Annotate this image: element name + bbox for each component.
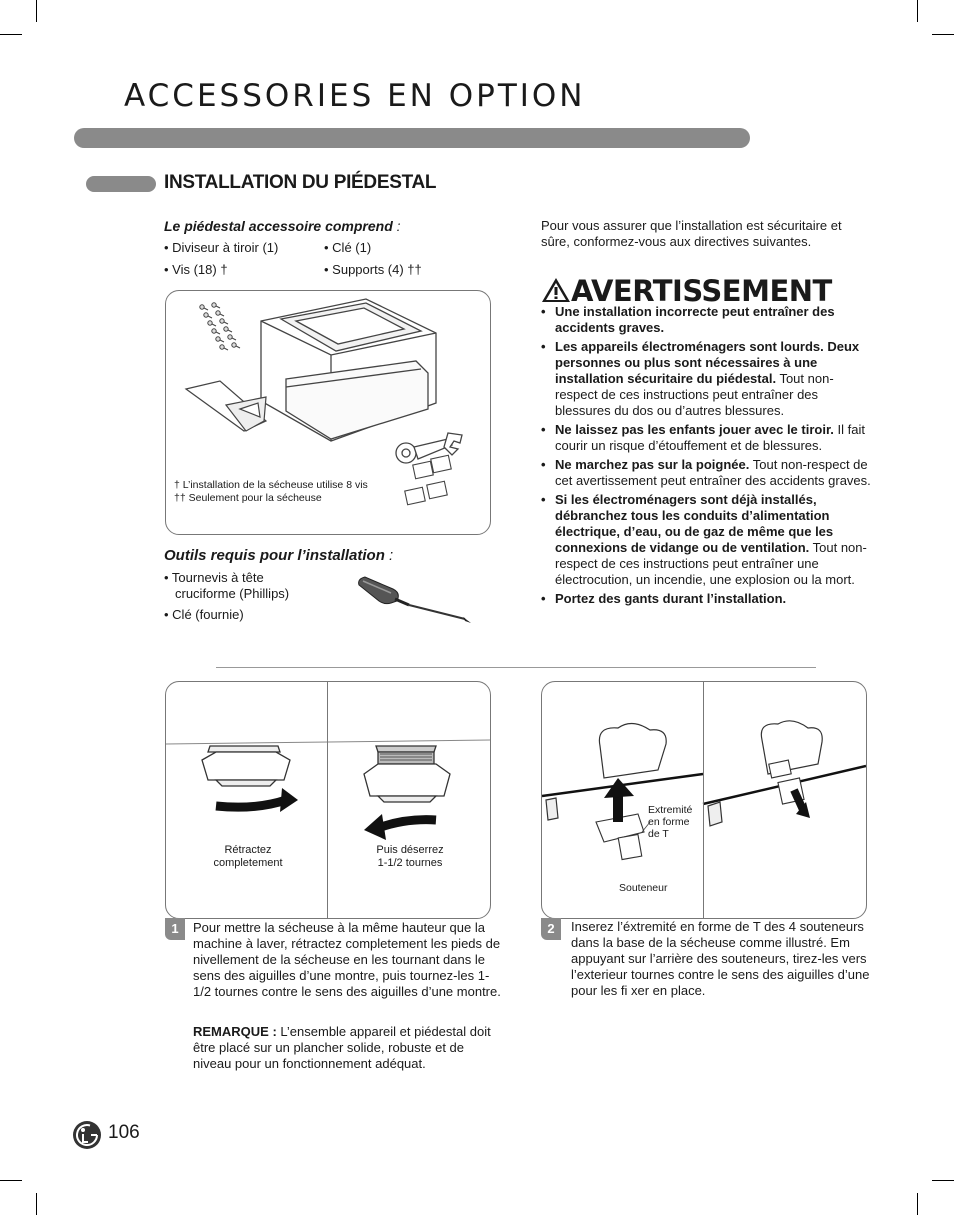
kit-note-screws: † L’installation de la sécheuse utilise 8 vis	[174, 479, 368, 491]
warning-item: • Les appareils électroménagers sont lourds. Deux personnes ou plus sont nécessaires à une installation sécuritaire du piédestal. Tout non-respect de ces instructions peut entraîner des blessures du dos ou d’autres blessures.	[541, 339, 871, 419]
warning-list	[541, 304, 871, 610]
warning-title: AVERTISSEMENT	[541, 274, 832, 308]
crop-mark	[36, 0, 37, 22]
step1-text: Pour mettre la sécheuse à la même hauteur que la machine à laver, rétractez completement les pieds de nivellement de la sécheuse en les tournant dans le sens des aiguilles d’une montre, puis tournez-les 1-1/2 tournes contre le sens des aiguilles d’une montre.	[193, 920, 501, 999]
warning-item: • Ne marchez pas sur la poignée. Tout non-respect de cet avertissement peut entraîner des accidents graves.	[541, 457, 871, 489]
clockwise-arrow-icon	[216, 800, 286, 807]
tool-item-wrench: • Clé (fournie)	[164, 607, 244, 622]
tools-heading: Outils requis pour l’installation :	[164, 547, 394, 564]
caption-loosen: Puis déserrez 1-1/2 tournes	[376, 844, 444, 869]
panel-divider	[703, 682, 704, 918]
warning-item: • Une installation incorrecte peut entraîner des accidents graves.	[541, 304, 871, 336]
label-support: Souteneur	[619, 882, 668, 894]
counterclockwise-arrow-icon	[378, 820, 436, 828]
step2-illustration	[541, 681, 867, 919]
step1-illustration	[165, 681, 491, 919]
leveling-foot-icon	[202, 746, 290, 786]
kit-item: • Diviseur à tiroir (1)	[164, 240, 279, 255]
step1-number: 1	[165, 918, 185, 940]
step2-text: Inserez l’éxtremité en forme de T des 4 souteneurs dans la base de la sécheuse comme illustré. Em appuyant sur l’arrière des souteneurs, tirez-les vers l’exterieur tournes contre le sens des aiguilles d’une pour les fi xer en place.	[571, 919, 870, 998]
kit-heading: Le piédestal accessoire comprend :	[164, 218, 401, 234]
page-title: ACCESSORIES EN OPTION	[124, 78, 586, 114]
drawer-divider-icon	[186, 381, 266, 431]
lg-logo-icon	[72, 1120, 102, 1150]
step1-remark: REMARQUE : L’ensemble appareil et piédestal doit être placé sur un plancher solide, robuste et de niveau pour un fonctionnement adéquat.	[193, 1024, 491, 1071]
crop-mark	[932, 1180, 954, 1181]
intro-text: Pour vous assurer que l’installation est sécuritaire et sûre, conformez-vous aux directives suivantes.	[541, 218, 842, 249]
step2-number: 2	[541, 918, 561, 940]
warning-item: • Ne laissez pas les enfants jouer avec le tiroir. Il fait courir un risque d’étouffement et de blessures.	[541, 422, 871, 454]
crop-mark	[932, 34, 954, 35]
tool-item-screwdriver-detail: cruciforme (Phillips)	[175, 586, 290, 601]
kit-item: • Vis (18) †	[164, 262, 228, 277]
kit-item: • Clé (1)	[324, 240, 372, 255]
pedestal-icon	[261, 299, 436, 441]
crop-mark	[917, 1193, 918, 1215]
divider	[216, 667, 816, 668]
crop-mark	[36, 1193, 37, 1215]
warning-item: • Portez des gants durant l’installation.	[541, 591, 871, 607]
kit-illustration	[165, 290, 491, 535]
tool-item-screwdriver: • Tournevis à tête	[164, 570, 264, 585]
screwdriver-icon	[355, 575, 475, 625]
crop-mark	[917, 0, 918, 22]
leveling-feet-illustration	[166, 682, 490, 918]
caption-retract: Rétractez completement	[213, 844, 283, 869]
supports-icon	[405, 455, 452, 504]
wrench-icon	[396, 433, 462, 463]
panel-divider	[327, 682, 328, 918]
page-number: 106	[108, 1122, 140, 1143]
support-install-illustration	[542, 682, 866, 918]
screws-icon	[200, 303, 240, 350]
warning-triangle-icon	[541, 277, 571, 303]
kit-item: • Supports (4) ††	[324, 262, 422, 277]
crop-mark	[0, 1180, 22, 1181]
label-t-end: Extremité en forme de T	[648, 804, 693, 840]
kit-note-supports: †† Seulement pour la sécheuse	[174, 492, 322, 504]
title-bar	[74, 128, 750, 148]
section-title: INSTALLATION DU PIÉDESTAL	[164, 172, 437, 193]
crop-mark	[0, 34, 22, 35]
section-marker	[86, 176, 156, 192]
warning-item: • Si les électroménagers sont déjà installés, débranchez tous les conduits d’alimentation électrique, d’eau, ou de gaz de même que les connexions de vidange ou de ventilation. Tout non-respect de ces instructions peut entraîner une électrocution, un incendie, une explosion ou la mort.	[541, 492, 871, 588]
